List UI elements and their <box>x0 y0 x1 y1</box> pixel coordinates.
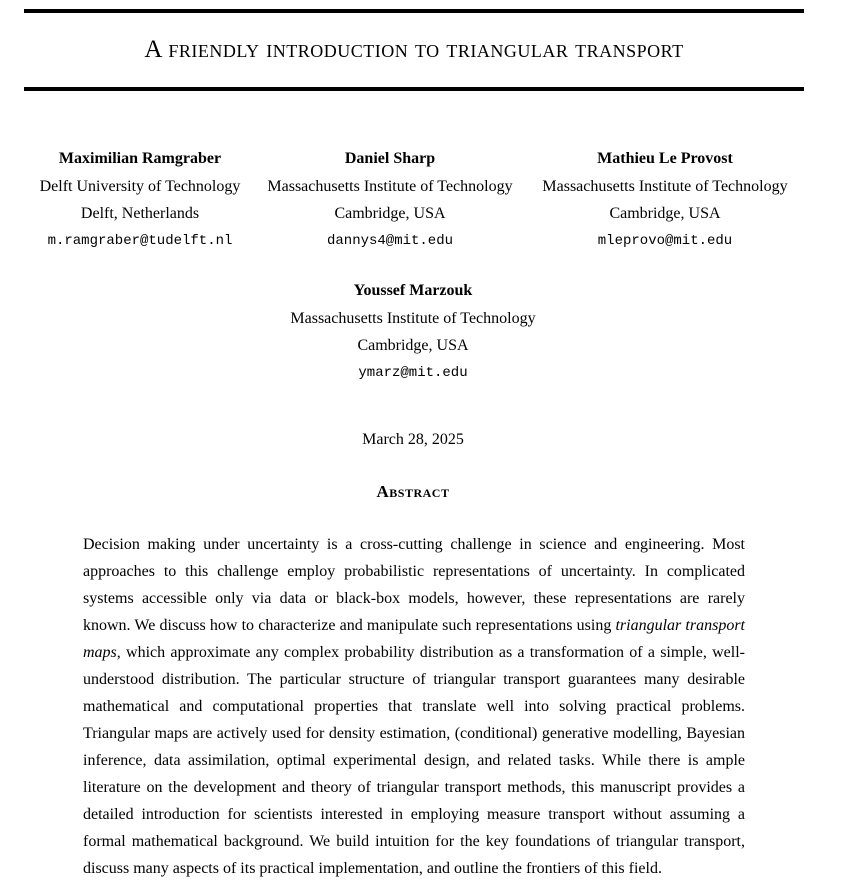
author-name: Daniel Sharp <box>344 150 436 167</box>
author-name: Mathieu Le Provost <box>597 150 733 167</box>
abstract-text-part: Decision making under uncertainty is a cross-cutting challenge in science and engineering. Most approaches to this challenge employ probabilistic representations of uncertainty. In complicated systems accessible only via data or black-box models, however, these representations are rarely known. We discuss how to characterize and manipulate such representations using <box>83 536 745 634</box>
author-email: mleprovo@mit.edu <box>597 232 733 249</box>
author-affiliation: Massachusetts Institute of Technology <box>542 177 788 195</box>
author-email: ymarz@mit.edu <box>358 364 468 381</box>
author-name: Youssef Marzouk <box>353 282 473 299</box>
abstract-emphasis: triangular transport maps <box>83 617 746 661</box>
abstract-text <box>83 531 745 882</box>
author-block <box>281 277 545 387</box>
author-affiliation: Massachusetts Institute of Technology <box>267 177 513 195</box>
paper-title: A friendly introduction to triangular transport <box>144 36 684 63</box>
author-affiliation: Massachusetts Institute of Technology <box>290 309 536 327</box>
author-email: m.ramgraber@tudelft.nl <box>47 232 233 249</box>
title-bottom-rule <box>24 87 804 91</box>
abstract-heading: Abstract <box>376 482 450 501</box>
author-location: Cambridge, USA <box>357 337 469 354</box>
author-block <box>533 145 797 255</box>
author-name: Maximilian Ramgraber <box>58 150 222 167</box>
author-location: Delft, Netherlands <box>80 205 200 222</box>
author-block <box>8 145 272 255</box>
abstract-text-part: , which approximate any complex probability distribution as a transformation of a simple, well-understood distribution. The particular structure of triangular transport guarantees many desirable mathematical and computational properties that translate well into solving practical problems. Triangular maps are actively used for density estimation, (conditional) generative modelling, Bayesian inference, data assimilation, optimal experimental design, and related tasks. While there is ample literature on the development and theory of triangular transport methods, this manuscript provides a detailed introduction for scientists interested in employing measure transport without assuming a formal mathematical background. We build intuition for the key foundations of triangular transport, discuss many aspects of its practical implementation, and outline the frontiers of this field. <box>83 644 745 877</box>
author-affiliation: Delft University of Technology <box>39 177 241 195</box>
author-block <box>258 145 522 255</box>
author-location: Cambridge, USA <box>609 205 721 222</box>
author-email: dannys4@mit.edu <box>326 232 454 249</box>
author-location: Cambridge, USA <box>334 205 446 222</box>
publication-date: March 28, 2025 <box>362 431 464 448</box>
title-top-rule <box>24 9 804 13</box>
